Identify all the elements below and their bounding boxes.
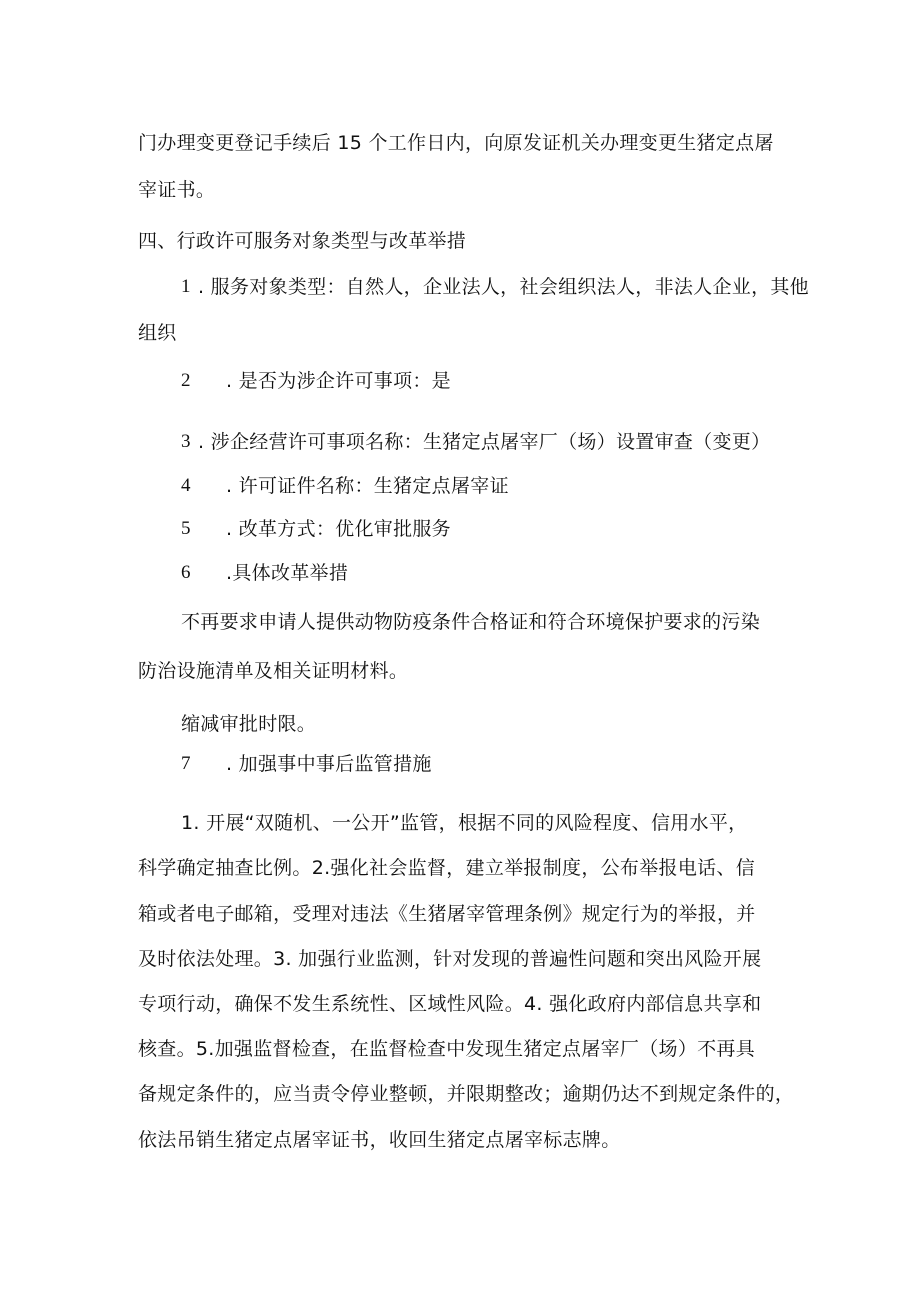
item-number: 5 <box>181 518 191 539</box>
item-number: 4 <box>181 475 191 496</box>
item-text: . 许可证件名称：生猪定点屠宰证 <box>226 475 509 497</box>
measures-line: 核查。5.加强监督检查，在监督检查中发现生猪定点屠宰厂（场）不再具 <box>138 1038 756 1060</box>
paragraph-line: 不再要求申请人提供动物防疫条件合格证和符合环境保护要求的污染 <box>181 611 761 633</box>
item-text: . 是否为涉企许可事项：是 <box>226 370 451 392</box>
item-number: 6 <box>181 562 191 583</box>
item-number: 2 <box>181 370 191 391</box>
item-number: 1 <box>181 276 191 297</box>
item-number: 3 <box>181 431 191 452</box>
measures-line: 及时依法处理。3. 加强行业监测，针对发现的普遍性问题和突出风险开展 <box>138 948 762 970</box>
measures-line: 备规定条件的，应当责令停业整顿，并限期整改；逾期仍达不到规定条件的， <box>138 1083 795 1105</box>
measures-line: 专项行动，确保不发生系统性、区域性风险。4. 强化政府内部信息共享和 <box>138 993 762 1015</box>
paragraph-line: 门办理变更登记手续后 15 个工作日内，向原发证机关办理变更生猪定点屠 <box>138 132 774 154</box>
measures-line: 依法吊销生猪定点屠宰证书，收回生猪定点屠宰标志牌。 <box>138 1129 621 1151</box>
paragraph-line: 防治设施清单及相关证明材料。 <box>138 660 409 682</box>
paragraph-line: 宰证书。 <box>138 179 216 201</box>
item-text: . 服务对象类型：自然人，企业法人，社会组织法人，非法人企业，其他 <box>198 276 809 298</box>
item-text: . 加强事中事后监管措施 <box>226 753 432 775</box>
section-heading: 四、行政许可服务对象类型与改革举措 <box>138 230 467 252</box>
measures-line: 科学确定抽查比例。2.强化社会监督，建立举报制度，公布举报电话、信 <box>138 857 756 879</box>
paragraph-line: 缩减审批时限。 <box>181 713 317 735</box>
measures-line: 1. 开展“双随机、一公开”监管，根据不同的风险程度、信用水平， <box>181 812 748 834</box>
item-text-continued: 组织 <box>138 322 177 344</box>
measures-line: 箱或者电子邮箱，受理对违法《生猪屠宰管理条例》规定行为的举报，并 <box>138 903 756 925</box>
item-text: . 改革方式：优化审批服务 <box>226 518 451 540</box>
item-text: .具体改革举措 <box>226 562 349 584</box>
item-number: 7 <box>181 753 191 774</box>
item-text: . 涉企经营许可事项名称：生猪定点屠宰厂（场）设置审查（变更） <box>198 431 771 453</box>
